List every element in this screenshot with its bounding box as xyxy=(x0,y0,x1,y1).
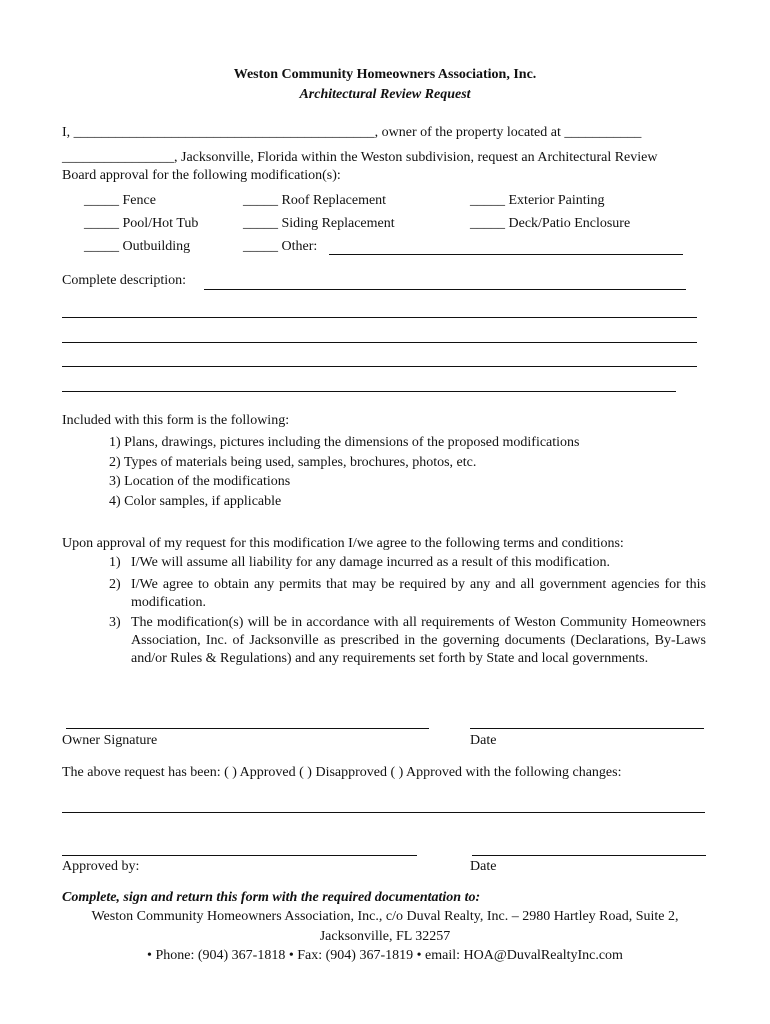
approved-by-line xyxy=(62,855,417,856)
term-number: 2) xyxy=(109,577,121,592)
description-line xyxy=(62,342,697,343)
option-roof-replacement: _____ Roof Replacement xyxy=(243,193,387,208)
term-item-liability: I/We will assume all liability for any damage incurred as a result of this modification. xyxy=(131,555,611,570)
description-line xyxy=(204,289,686,290)
approval-status-line: The above request has been: ( ) Approved ( ) Disapproved ( ) Approved with the following changes: xyxy=(62,765,622,780)
option-siding-replacement: _____ Siding Replacement xyxy=(243,216,395,231)
description-line xyxy=(62,391,676,392)
footer-address-line-1: Weston Community Homeowners Association, Inc., c/o Duval Realty, Inc. – 2980 Hartley Road, Suite 2, xyxy=(91,909,679,924)
term-number: 3) xyxy=(109,615,121,630)
approval-changes-line xyxy=(62,812,705,813)
form-title: Weston Community Homeowners Association, Inc. xyxy=(233,67,537,82)
owner-date-line xyxy=(470,728,704,729)
option-other: _____ Other: xyxy=(243,239,318,254)
owner-signature-line xyxy=(66,728,429,729)
term-item-permits: I/We agree to obtain any permits that may be required by any and all government agencies for this modification. xyxy=(131,577,706,610)
footer-instruction: Complete, sign and return this form with the required documentation to: xyxy=(62,890,481,905)
included-item: 4) Color samples, if applicable xyxy=(109,494,282,509)
form-subtitle: Architectural Review Request xyxy=(299,87,471,102)
owner-date-label: Date xyxy=(470,733,497,748)
approval-date-line xyxy=(472,855,706,856)
approval-date-label: Date xyxy=(470,859,497,874)
term-item-requirements: The modification(s) will be in accordance with all requirements of Weston Community Homeowners Association, Inc. of Jacksonville as prescribed in the governing documents (Declarations, By-Laws and/or Rules & Regulations) and any requirements set forth by State and local governments. xyxy=(131,615,706,666)
owner-signature-label: Owner Signature xyxy=(62,733,158,748)
term-number: 1) xyxy=(109,555,121,570)
included-item: 2) Types of materials being used, samples, brochures, photos, etc. xyxy=(109,455,477,470)
description-line xyxy=(62,366,697,367)
footer-contact: • Phone: (904) 367-1818 • Fax: (904) 367-1819 • email: HOA@DuvalRealtyInc.com xyxy=(147,948,623,963)
description-label: Complete description: xyxy=(62,273,187,288)
approved-by-label: Approved by: xyxy=(62,859,140,874)
other-blank-line xyxy=(329,254,683,255)
option-fence: _____ Fence xyxy=(84,193,156,208)
intro-line-2: ________________, Jacksonville, Florida within the Weston subdivision, request an Architectural Review xyxy=(62,150,658,165)
included-item: 3) Location of the modifications xyxy=(109,474,291,489)
included-heading: Included with this form is the following: xyxy=(62,413,290,428)
option-pool-hot-tub: _____ Pool/Hot Tub xyxy=(84,216,199,231)
intro-line-1: I, ___________________________________________, owner of the property located at ___________ xyxy=(62,125,642,140)
footer-address-line-2: Jacksonville, FL 32257 xyxy=(319,929,451,944)
description-line xyxy=(62,317,697,318)
option-outbuilding: _____ Outbuilding xyxy=(84,239,191,254)
option-exterior-painting: _____ Exterior Painting xyxy=(470,193,605,208)
included-item: 1) Plans, drawings, pictures including the dimensions of the proposed modifications xyxy=(109,435,580,450)
intro-line-3: Board approval for the following modification(s): xyxy=(62,168,341,183)
terms-heading: Upon approval of my request for this modification I/we agree to the following terms and conditions: xyxy=(62,536,624,551)
option-deck-patio-enclosure: _____ Deck/Patio Enclosure xyxy=(470,216,631,231)
